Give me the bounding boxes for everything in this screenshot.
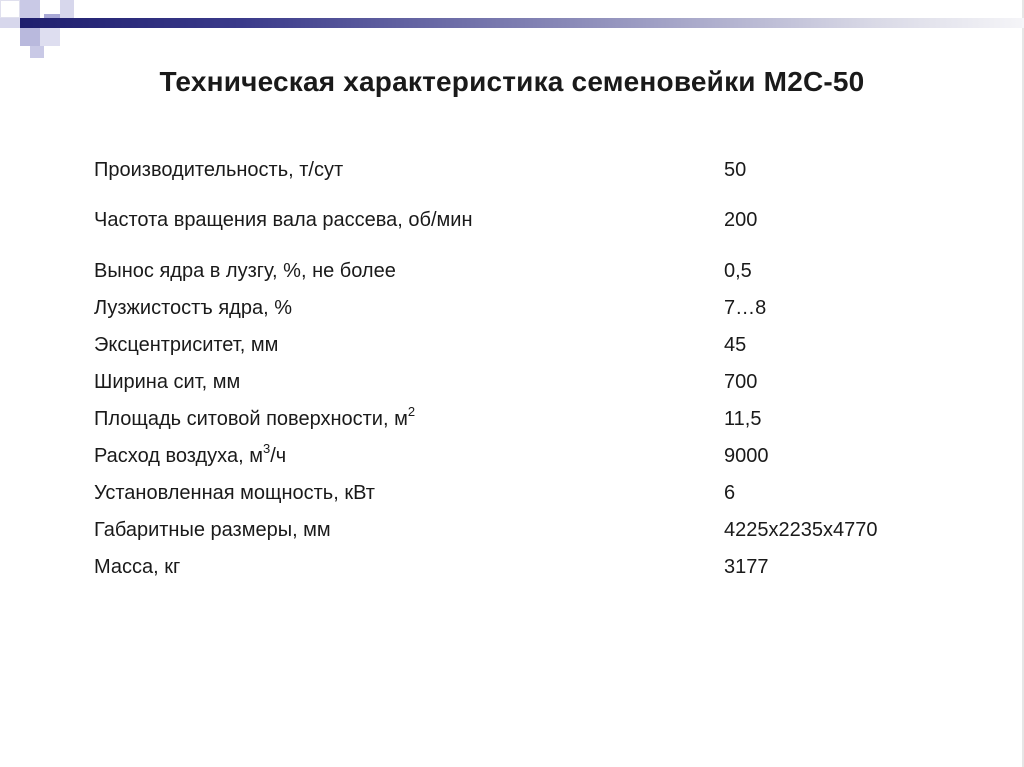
- spec-row: [94, 478, 974, 508]
- decor-square: [0, 0, 20, 18]
- spec-row: [94, 256, 974, 286]
- spec-label: Производительность, т/сут: [94, 159, 344, 181]
- spec-label: Лузжистостъ ядра, %: [94, 297, 292, 319]
- spec-row: [94, 441, 974, 471]
- spec-value: 0,5: [724, 260, 752, 282]
- decor-square: [0, 18, 20, 28]
- spec-label: Ширина сит, мм: [94, 371, 241, 393]
- spec-value: 11,5: [724, 408, 762, 430]
- spec-label: Установленная мощность, кВт: [94, 482, 375, 504]
- spec-row: [94, 205, 974, 235]
- spec-row: [94, 515, 974, 545]
- decor-square: [20, 28, 40, 46]
- spec-value: 9000: [724, 445, 769, 467]
- spec-value: 3177: [724, 556, 769, 578]
- spec-value: 200: [724, 209, 758, 231]
- spec-row: [94, 293, 974, 323]
- spec-value: 6: [724, 482, 736, 504]
- spec-row: [94, 367, 974, 397]
- spec-value: 700: [724, 371, 758, 393]
- slide-title: Техническая характеристика семеновейки М2С-50: [159, 66, 865, 97]
- spec-row: [94, 552, 974, 582]
- spec-row: [94, 404, 974, 434]
- spec-label: Габаритные размеры, мм: [94, 519, 331, 541]
- decor-square: [30, 46, 44, 58]
- spec-value: 45: [724, 334, 747, 356]
- spec-label: Площадь ситовой поверхности, $м^2$: [94, 404, 416, 430]
- spec-row: [94, 155, 974, 185]
- spec-value: 7…8: [724, 297, 767, 319]
- header-gradient-bar: [20, 18, 1024, 28]
- spec-label: Расход воздуха, $м^3/ч$: [94, 441, 287, 467]
- spec-row: [94, 330, 974, 360]
- decor-square: [40, 28, 60, 46]
- spec-label: Масса, кг: [94, 556, 181, 578]
- decor-square: [20, 0, 40, 18]
- decor-square: [60, 0, 74, 18]
- spec-label: Частота вращения вала рассева, об/мин: [94, 209, 473, 231]
- spec-label: Вынос ядра в лузгу, %, не более: [94, 260, 396, 282]
- spec-value: 4225х2235х4770: [724, 519, 878, 541]
- spec-label: Эксцентриситет, мм: [94, 334, 279, 356]
- spec-value: 50: [724, 159, 747, 181]
